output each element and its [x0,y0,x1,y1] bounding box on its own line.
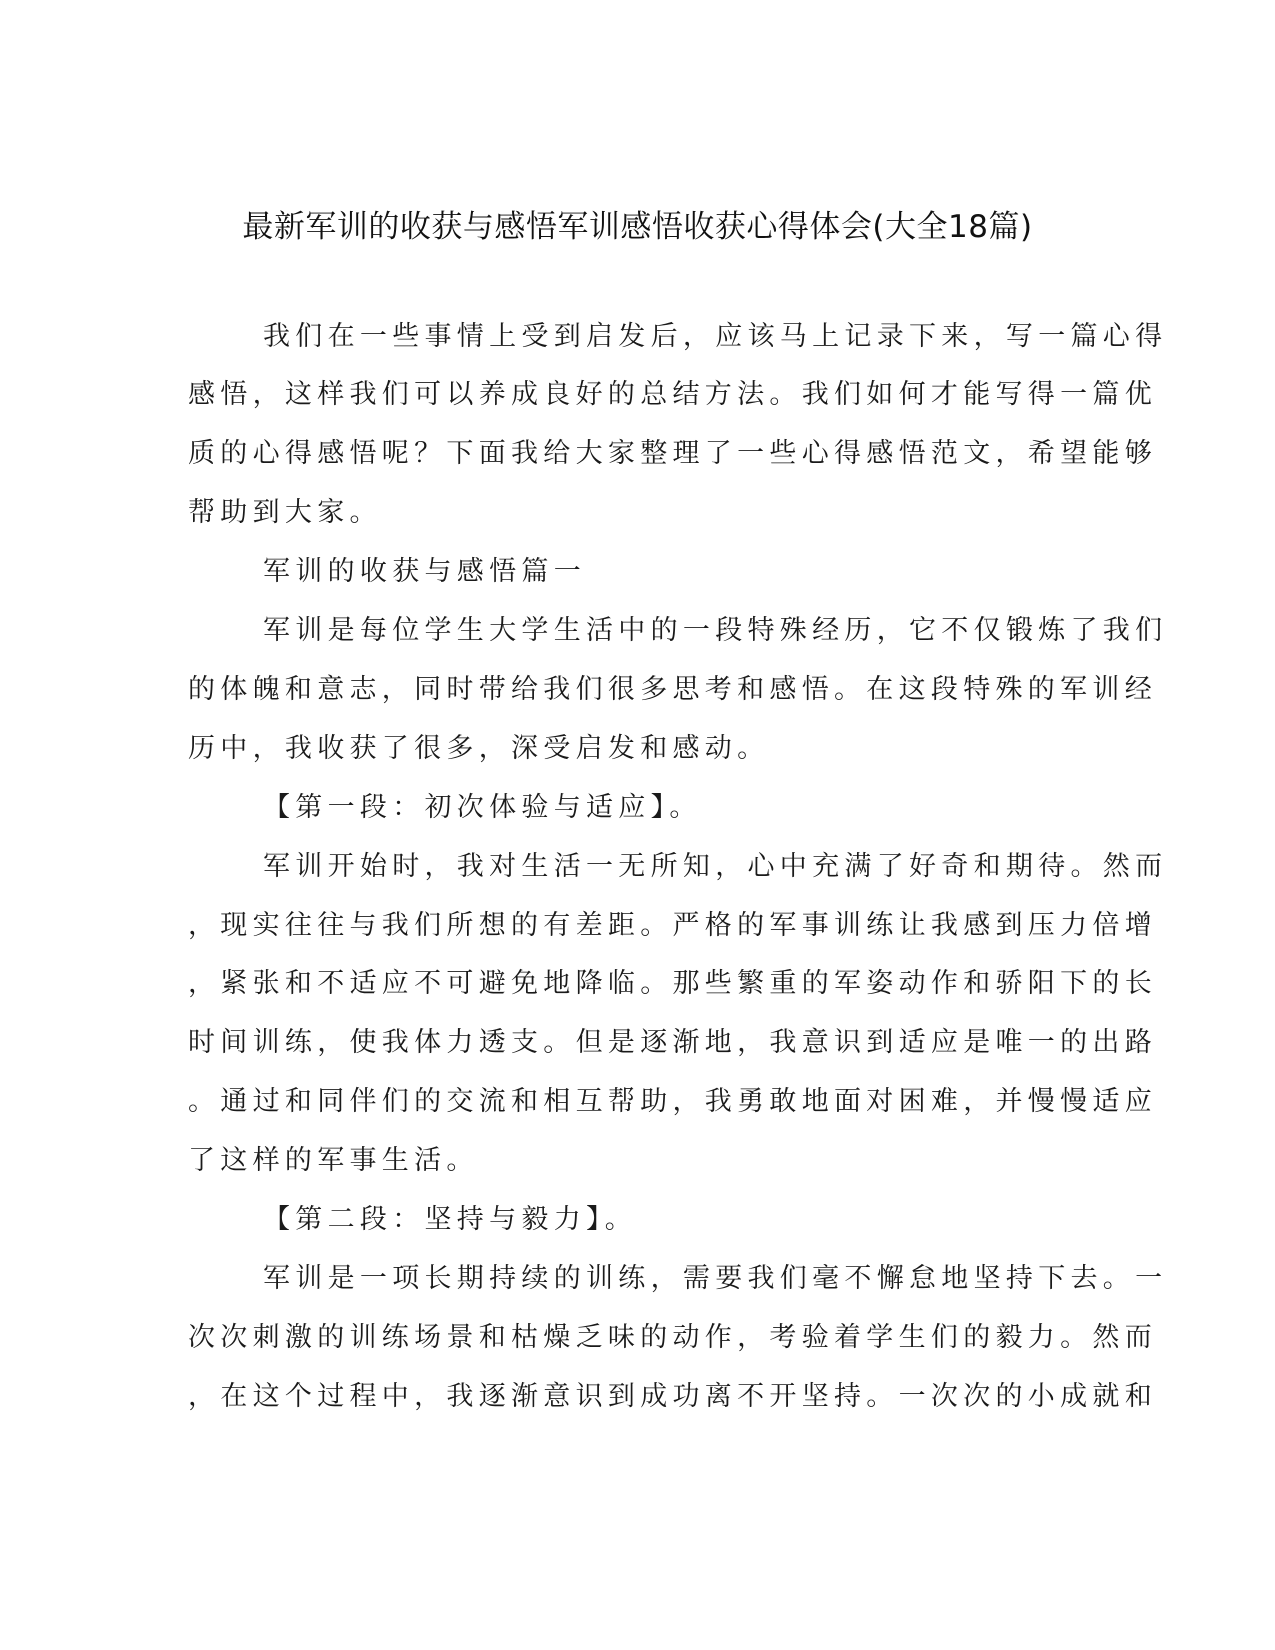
text-line: 感悟，这样我们可以养成良好的总结方法。我们如何才能写得一篇优 [188,379,1157,410]
text-line: 次次刺激的训练场景和枯燥乏味的动作，考验着学生们的毅力。然而 [188,1322,1157,1353]
text-line: 。通过和同伴们的交流和相互帮助，我勇敢地面对困难，并慢慢适应 [188,1086,1157,1117]
text-line: 质的心得感悟呢？下面我给大家整理了一些心得感悟范文，希望能够 [188,438,1157,469]
paragraph-heading: 【第一段：初次体验与适应】。 [263,792,702,823]
text-line: 历中，我收获了很多，深受启发和感动。 [188,733,770,764]
document-title: 最新军训的收获与感悟军训感悟收获心得体会(大全18篇) [242,209,1033,245]
text-line: ，紧张和不适应不可避免地降临。那些繁重的军姿动作和骄阳下的长 [188,968,1157,999]
text-line: ，在这个过程中，我逐渐意识到成功离不开坚持。一次次的小成就和 [188,1381,1157,1412]
text-line: 时间训练，使我体力透支。但是逐渐地，我意识到适应是唯一的出路 [188,1027,1157,1058]
text-line: ，现实往往与我们所想的有差距。严格的军事训练让我感到压力倍增 [188,910,1157,941]
text-line: 军训开始时，我对生活一无所知，心中充满了好奇和期待。然而 [263,851,1168,882]
text-line: 军训是每位学生大学生活中的一段特殊经历，它不仅锻炼了我们 [263,615,1168,646]
paragraph-heading: 【第二段：坚持与毅力】。 [263,1204,638,1235]
text-line: 军训是一项长期持续的训练，需要我们毫不懈怠地坚持下去。一 [263,1263,1168,1294]
text-line: 了这样的军事生活。 [188,1145,479,1176]
text-line: 帮助到大家。 [188,497,382,528]
text-line: 的体魄和意志，同时带给我们很多思考和感悟。在这段特殊的军训经 [188,674,1157,705]
section-heading: 军训的收获与感悟篇一 [263,556,586,587]
text-line: 我们在一些事情上受到启发后，应该马上记录下来，写一篇心得 [263,321,1168,352]
